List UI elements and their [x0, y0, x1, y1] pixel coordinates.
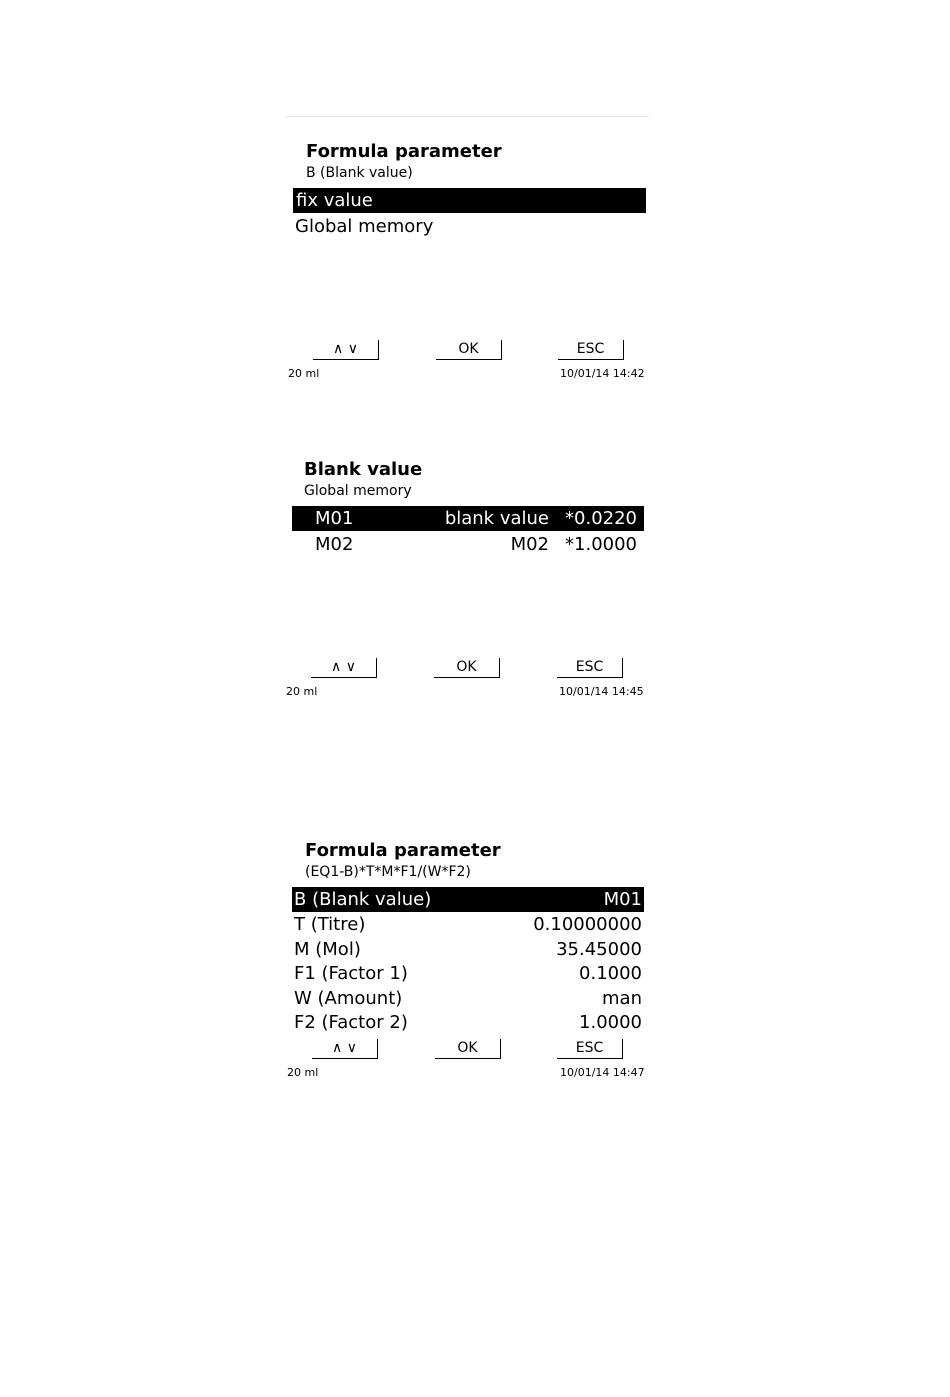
screen-subtitle: Global memory [304, 483, 412, 499]
param-value: 1.0000 [579, 1012, 642, 1033]
param-row-factor-1[interactable] [292, 961, 644, 986]
screen-subtitle: B (Blank value) [306, 165, 413, 181]
param-label: B (Blank value) [294, 889, 432, 910]
list-item-global-memory[interactable] [293, 214, 646, 239]
memory-id: M01 [315, 508, 354, 529]
param-value: M01 [603, 889, 642, 910]
param-label: W (Amount) [294, 988, 403, 1009]
list-item-label: Global memory [295, 216, 434, 237]
memory-row-m01[interactable] [292, 506, 644, 531]
param-value: 35.45000 [556, 939, 642, 960]
param-label: F1 (Factor 1) [294, 963, 408, 984]
esc-button[interactable]: ESC [558, 340, 624, 360]
volume-readout: 20 ml [288, 367, 320, 380]
datetime-readout: 10/01/14 14:42 [560, 367, 645, 380]
param-label: T (Titre) [294, 914, 366, 935]
datetime-readout: 10/01/14 14:45 [559, 685, 644, 698]
ok-button[interactable]: OK [435, 1039, 501, 1059]
list-item-label: fix value [296, 190, 373, 211]
esc-button[interactable]: ESC [557, 658, 623, 678]
formula-expression: (EQ1-B)*T*M*F1/(W*F2) [305, 864, 471, 880]
param-value: man [602, 988, 642, 1009]
param-row-factor-2[interactable] [292, 1010, 644, 1035]
memory-value: *1.0000 [565, 534, 637, 555]
param-value: 0.10000000 [533, 914, 642, 935]
ok-button[interactable]: OK [436, 340, 502, 360]
screen-title: Blank value [304, 459, 423, 480]
screen-title: Formula parameter [305, 840, 501, 861]
ok-button[interactable]: OK [434, 658, 500, 678]
list-item-fix-value[interactable] [293, 188, 646, 213]
volume-readout: 20 ml [286, 685, 318, 698]
nav-up-down-button[interactable]: ∧ ∨ [313, 340, 379, 360]
esc-button[interactable]: ESC [557, 1039, 623, 1059]
param-row-amount[interactable] [292, 986, 644, 1011]
volume-readout: 20 ml [287, 1066, 319, 1079]
screen-title: Formula parameter [306, 141, 502, 162]
divider-line [285, 116, 649, 117]
param-row-blank-value[interactable] [292, 887, 644, 912]
nav-up-down-button[interactable]: ∧ ∨ [311, 658, 377, 678]
param-row-titre[interactable] [292, 912, 644, 937]
memory-name: blank value [444, 508, 549, 529]
datetime-readout: 10/01/14 14:47 [560, 1066, 645, 1079]
memory-row-m02[interactable] [292, 532, 644, 557]
param-label: F2 (Factor 2) [294, 1012, 408, 1033]
param-label: M (Mol) [294, 939, 361, 960]
param-row-mol[interactable] [292, 937, 644, 962]
memory-name: M02 [510, 534, 549, 555]
param-value: 0.1000 [579, 963, 642, 984]
memory-id: M02 [315, 534, 354, 555]
nav-up-down-button[interactable]: ∧ ∨ [312, 1039, 378, 1059]
memory-value: *0.0220 [565, 508, 637, 529]
